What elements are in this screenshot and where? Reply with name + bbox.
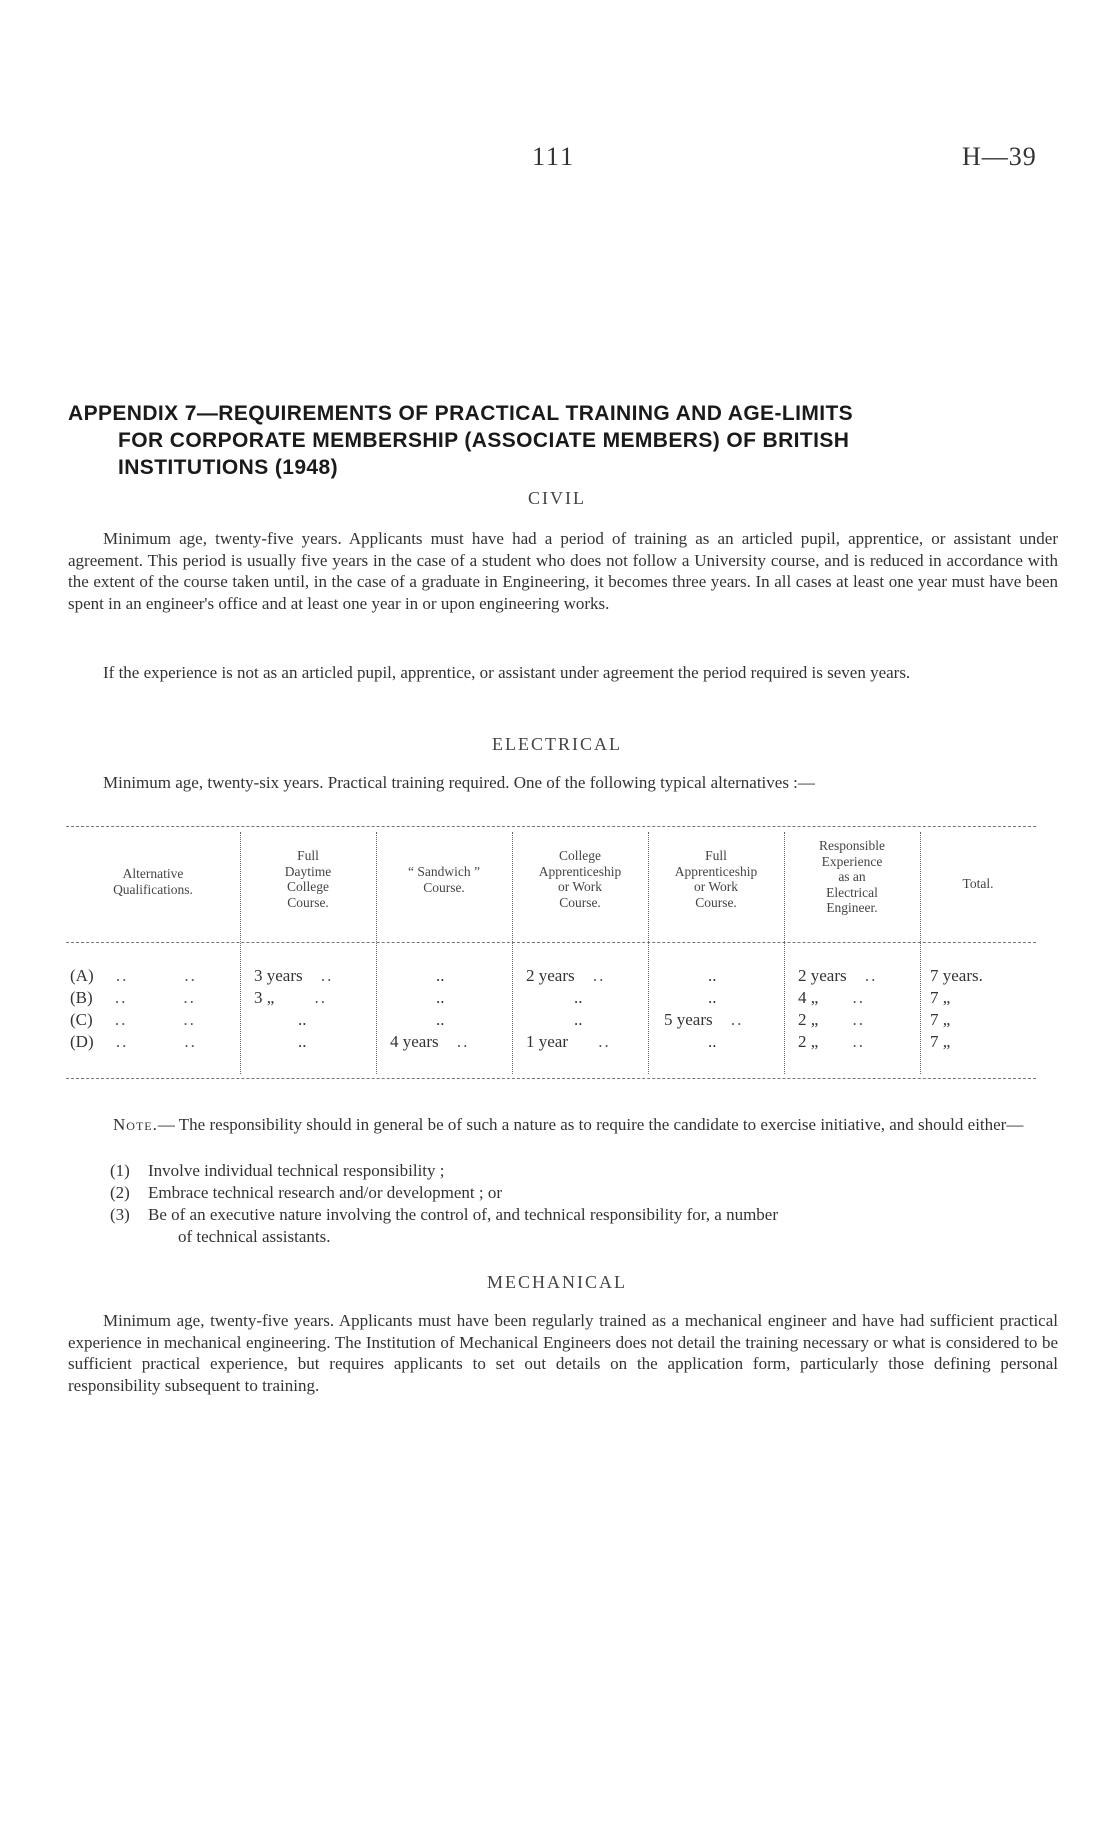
row-b-total: 7 „ xyxy=(930,988,951,1007)
title-line-1: APPENDIX 7—REQUIREMENTS OF PRACTICAL TRAINING AND AGE-LIMITS xyxy=(68,402,854,425)
note-item-text: Involve individual technical responsibility ; xyxy=(148,1161,445,1180)
row-d-label: (D) .. .. xyxy=(70,1032,197,1051)
note-item xyxy=(110,1182,1058,1204)
row-c-full-apprenticeship: 5 years .. xyxy=(664,1010,744,1029)
row-c-responsible: 2 „ .. xyxy=(798,1010,866,1029)
title-line-2: FOR CORPORATE MEMBERSHIP (ASSOCIATE MEMBERS) OF BRITISH xyxy=(118,429,850,452)
header-college-apprenticeship xyxy=(512,848,648,910)
row-d-sandwich: 4 years .. xyxy=(390,1032,470,1051)
row-b-full-apprenticeship: .. xyxy=(708,988,717,1007)
header-sandwich-course xyxy=(376,864,512,895)
note-label: Note. xyxy=(113,1115,158,1134)
cell-text: 2 „ xyxy=(798,1032,819,1051)
header-total xyxy=(920,876,1036,892)
cell-text: 4 „ xyxy=(798,988,819,1007)
header-text: or Work xyxy=(693,879,739,894)
header-text: Qualifications. xyxy=(113,881,193,897)
row-c-college-apprenticeship: .. xyxy=(574,1010,583,1029)
note-text: — The responsibility should in general be of such a nature as to require the candidate to exercise initiative, and should either— xyxy=(157,1115,1024,1134)
header-text: College xyxy=(287,879,329,894)
civil-paragraph-2-text: If the experience is not as an articled pupil, apprentice, or assistant under agreement the period required is seven years. xyxy=(103,663,911,682)
header-text: Full xyxy=(297,848,319,863)
table-header-rule xyxy=(66,942,1036,943)
header-text: or Work xyxy=(557,879,603,894)
header-text: Responsible xyxy=(819,838,885,853)
note-item-number: (2) xyxy=(110,1183,130,1202)
row-c-total: 7 „ xyxy=(930,1010,951,1029)
row-c-sandwich: .. xyxy=(436,1010,445,1029)
header-text: Apprenticeship xyxy=(538,863,622,879)
page-number: 111 xyxy=(532,142,576,171)
row-b-label: (B) .. .. xyxy=(70,988,196,1007)
header-text: Course. xyxy=(695,894,737,910)
row-d-total: 7 „ xyxy=(930,1032,951,1051)
page-reference: H—39 xyxy=(962,142,1037,171)
row-label-text: (A) xyxy=(70,966,94,985)
row-a-full-daytime: 3 years .. xyxy=(254,966,334,985)
note-list xyxy=(110,1160,1058,1248)
header-responsible-experience xyxy=(784,838,920,916)
row-a-total: 7 years. xyxy=(930,966,983,985)
electrical-intro-text: Minimum age, twenty-six years. Practical training required. One of the following typical alternatives :— xyxy=(103,773,815,792)
row-d-college-apprenticeship: 1 year .. xyxy=(526,1032,611,1051)
header-text: Total. xyxy=(962,876,994,891)
note-item-number: (1) xyxy=(110,1161,130,1180)
note-item-text: Be of an executive nature involving the control of, and technical responsibility for, a number xyxy=(148,1205,779,1224)
header-text: “ Sandwich ” xyxy=(408,864,480,879)
cell-text: 4 years xyxy=(390,1032,439,1051)
cell-text: 1 year xyxy=(526,1032,569,1051)
row-b-full-daytime: 3 „ .. xyxy=(254,988,328,1007)
header-alternative-qualifications xyxy=(66,866,240,897)
row-b-responsible: 4 „ .. xyxy=(798,988,866,1007)
header-full-apprenticeship xyxy=(648,848,784,910)
header-text: as an xyxy=(838,869,866,884)
row-d-full-apprenticeship: .. xyxy=(708,1032,717,1051)
cell-text: 2 years xyxy=(798,966,847,985)
header-text: Engineer. xyxy=(826,900,878,915)
title-line-3: INSTITUTIONS (1948) xyxy=(118,456,338,479)
header-text: College xyxy=(559,848,601,863)
row-a-label: (A) .. .. xyxy=(70,966,197,985)
header-full-daytime-college xyxy=(240,848,376,910)
header-text: Course. xyxy=(559,894,601,910)
row-c-label: (C) .. .. xyxy=(70,1010,196,1029)
note-item-continuation-text: of technical assistants. xyxy=(178,1227,331,1246)
electrical-intro xyxy=(68,772,1058,794)
cell-text: 3 years xyxy=(254,966,303,985)
row-d-responsible: 2 „ .. xyxy=(798,1032,866,1051)
header-text: Course. xyxy=(423,879,465,895)
civil-heading: CIVIL xyxy=(528,488,586,508)
header-text: Electrical xyxy=(826,884,878,900)
header-text: Alternative xyxy=(122,866,184,881)
column-divider xyxy=(920,832,921,1074)
header-text: Daytime xyxy=(284,863,332,879)
cell-text: 3 „ xyxy=(254,988,275,1007)
note-item-number: (3) xyxy=(110,1205,130,1224)
row-label-text: (D) xyxy=(70,1032,94,1051)
mechanical-paragraph-text: Minimum age, twenty-five years. Applicants must have been regularly trained as a mechanical engineer and have had sufficient practical experience in mechanical engineering. The Institution of Mechanical Engineers does not detail the training necessary or what is considered to be sufficient practical experience, but requires applicants to set out details on the application form, particularly those defining personal responsibility subsequent to training. xyxy=(68,1311,1058,1395)
alternatives-table xyxy=(66,826,1036,1088)
header-text: Course. xyxy=(287,894,329,910)
cell-text: 2 years xyxy=(526,966,575,985)
note-item-continuation xyxy=(110,1226,1058,1248)
civil-paragraph-1 xyxy=(68,528,1058,614)
row-b-college-apprenticeship: .. xyxy=(574,988,583,1007)
table-top-rule xyxy=(66,826,1036,827)
mechanical-heading: MECHANICAL xyxy=(487,1272,627,1292)
note-item xyxy=(110,1204,1058,1226)
electrical-heading: ELECTRICAL xyxy=(492,734,622,754)
row-label-text: (C) xyxy=(70,1010,93,1029)
mechanical-paragraph xyxy=(68,1310,1058,1396)
civil-paragraph-1-text: Minimum age, twenty-five years. Applicants must have had a period of training as an articled pupil, apprentice, or assistant under agreement. This period is usually five years in the case of a student who does not follow a University course, and is reduced in accordance with the extent of the course taken until, in the case of a graduate in Engineering, it becomes three years. In all cases at least one year must have been spent in an engineer's office and at least one year in or upon engineering works. xyxy=(68,529,1058,613)
note-item-text: Embrace technical research and/or development ; or xyxy=(148,1183,502,1202)
row-label-text: (B) xyxy=(70,988,93,1007)
note-paragraph xyxy=(68,1114,1058,1136)
cell-text: 2 „ xyxy=(798,1010,819,1029)
row-d-full-daytime: .. xyxy=(298,1032,307,1051)
cell-text: 5 years xyxy=(664,1010,713,1029)
civil-paragraph-2 xyxy=(68,662,1058,684)
row-a-full-apprenticeship: .. xyxy=(708,966,717,985)
appendix-title xyxy=(68,400,1058,481)
row-a-college-apprenticeship: 2 years .. xyxy=(526,966,606,985)
row-b-sandwich: .. xyxy=(436,988,445,1007)
row-a-sandwich: .. xyxy=(436,966,445,985)
header-text: Apprenticeship xyxy=(674,863,758,879)
row-a-responsible: 2 years .. xyxy=(798,966,878,985)
header-text: Experience xyxy=(821,853,883,869)
header-text: Full xyxy=(705,848,727,863)
note-item xyxy=(110,1160,1058,1182)
row-c-full-daytime: .. xyxy=(298,1010,307,1029)
table-bottom-rule xyxy=(66,1078,1036,1079)
